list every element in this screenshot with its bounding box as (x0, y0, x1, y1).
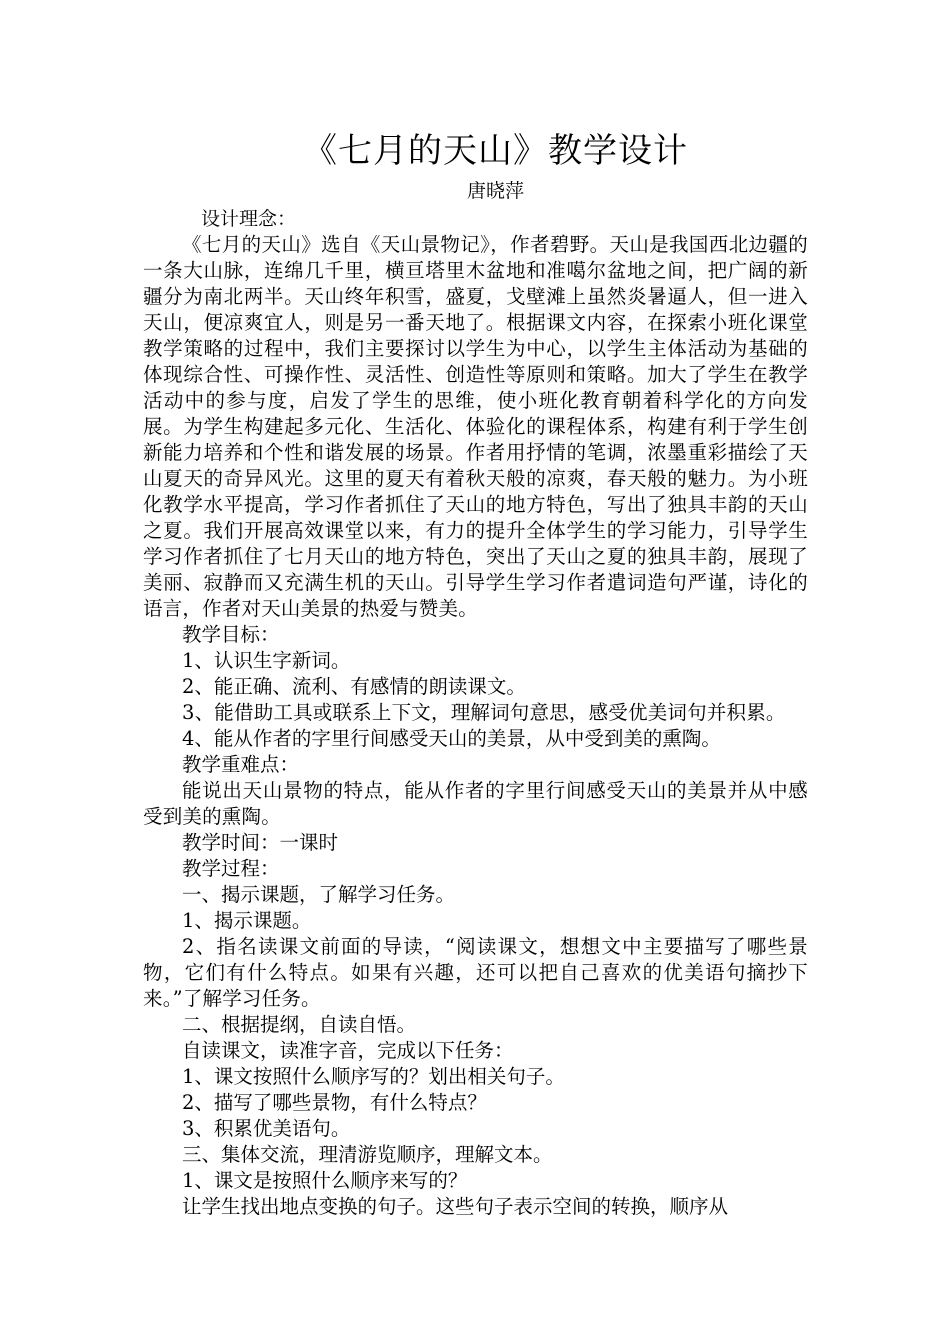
key-points-paragraph: 能说出天山景物的特点，能从作者的字里行间感受天山的美景并从中感受到美的熏陶。 (143, 779, 808, 828)
goal-item: 4、能从作者的字里行间感受天山的美景，从中受到美的熏陶。 (182, 727, 721, 750)
author-name: 唐晓萍 (466, 180, 524, 202)
step-item: 2、描写了哪些景物，有什么特点？ (182, 1091, 487, 1114)
teaching-time: 教学时间：一课时 (182, 831, 339, 854)
goal-item: 3、能借助工具或联系上下文，理解词句意思，感受优美词句并积累。 (182, 701, 786, 724)
design-concept-paragraph: 《七月的天山》选自《天山景物记》，作者碧野。天山是我国西北边疆的一条大山脉，连绵几千里，横亘塔里木盆地和准噶尔盆地之间，把广阔的新疆分为南北两半。天山终年积雪，盛夏，戈壁滩上虽然炎暑逼人，但一进入天山，便凉爽宜人，则是另一番天地了。根据课文内容，在探索小班化课堂教学策略的过程中，我们主要探讨以学生为中心，以学生主体活动为基础的体现综合性、可操作性、灵活性、创造性等原则和策略。加大了学生在教学活动中的参与度，启发了学生的思维，使小班化教育朝着科学化的方向发展。为学生构建起多元化、生活化、体验化的课程体系，构建有利于学生创新能力培养和个性和谐发展的场景。作者用抒情的笔调，浓墨重彩描绘了天山夏天的奇异风光。这里的夏天有着秋天般的凉爽，春天般的魅力。为小班化教学水平提高，学习作者抓住了天山的地方特色，写出了独具丰韵的天山之夏。我们开展高效课堂以来，有力的提升全体学生的学习能力，引导学生学习作者抓住了七月天山的地方特色，突出了天山之夏的独具丰韵，展现了美丽、寂静而又充满生机的天山。引导学生学习作者遣词造句严谨，诗化的语言，作者对天山美景的热爱与赞美。 (143, 233, 808, 620)
teaching-process-label: 教学过程： (182, 857, 280, 880)
goal-item: 1、认识生字新词。 (182, 649, 351, 672)
step-heading: 三、集体交流，理清游览顺序，理解文本。 (182, 1143, 553, 1166)
step-heading: 一、揭示课题，了解学习任务。 (182, 883, 456, 906)
step-heading: 二、根据提纲，自读自悟。 (182, 1013, 417, 1036)
step-intro: 自读课文，读准字音，完成以下任务： (182, 1039, 514, 1062)
step-item: 1、课文按照什么顺序写的？划出相关句子。 (182, 1065, 565, 1088)
document-page (143, 128, 808, 1220)
teaching-goals-label: 教学目标： (182, 623, 280, 646)
step-item: 1、揭示课题。 (182, 909, 312, 932)
step-item: 2、指名读课文前面的导读，“阅读课文，想想文中主要描写了哪些景物，它们有什么特点。如果有兴趣，还可以把自己喜欢的优美语句摘抄下来。”了解学习任务。 (143, 935, 808, 1010)
document-title: 《七月的天山》教学设计 (303, 131, 688, 171)
step-item: 3、积累优美语句。 (182, 1117, 351, 1140)
step-paragraph: 让学生找出地点变换的句子。这些句子表示空间的转换，顺序从 (182, 1195, 729, 1218)
design-concept-label: 设计理念： (201, 208, 297, 230)
key-points-label: 教学重难点： (182, 753, 300, 776)
goal-item: 2、能正确、流利、有感情的朗读课文。 (182, 675, 526, 698)
step-item: 1、课文是按照什么顺序来写的？ (182, 1169, 468, 1192)
